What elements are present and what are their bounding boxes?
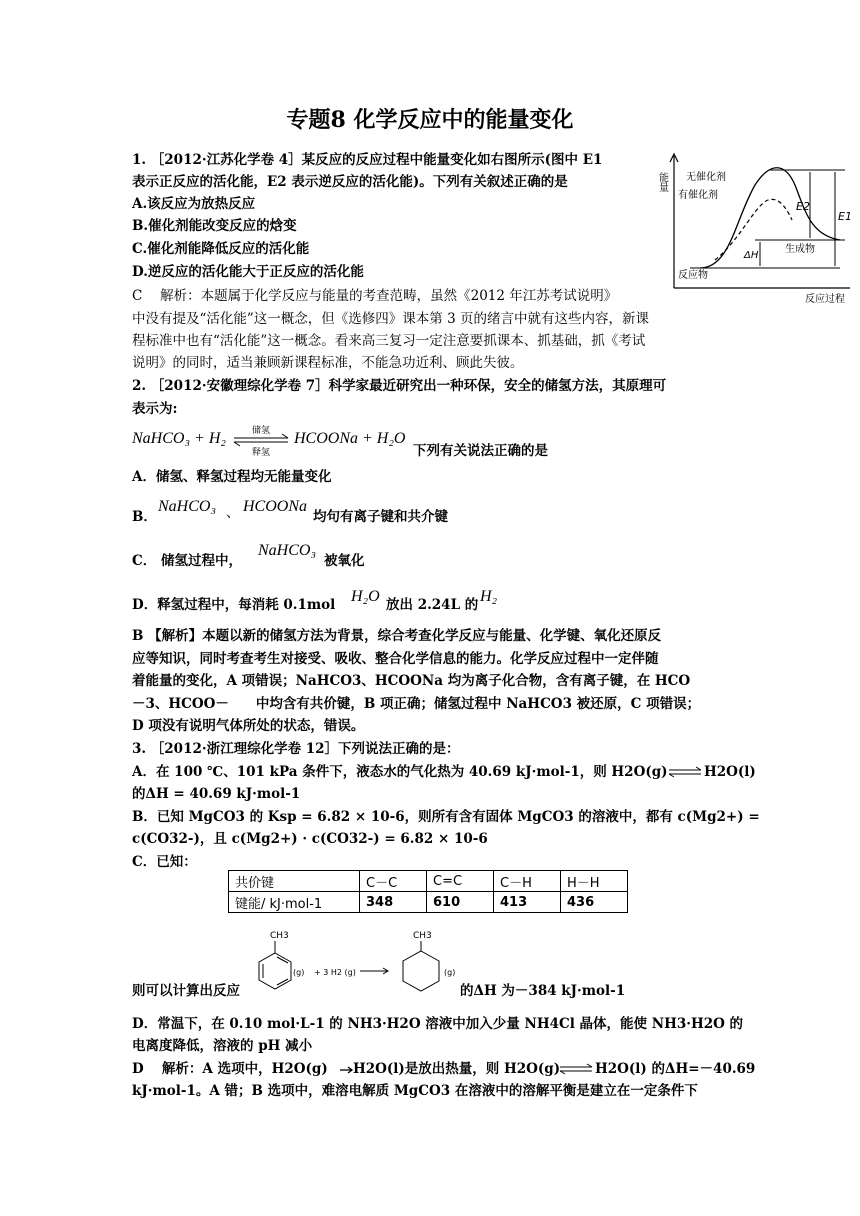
equilibrium-arrow [559,1061,593,1077]
q1-option-c: C.催化剂能降低反应的活化能 [132,241,310,257]
q1-answer-line4: 说明》的同时，适当兼顾新课程标准，不能急功近利、顾此失彼。 [132,355,524,371]
q3-reaction-prefix: 则可以计算出反应 [132,983,240,999]
q3-option-d-line1: D．常温下，在 0.10 mol·L-1 的 NH3·H2O 溶液中加入少量 NH4Cl 晶体，能使 NH3·H2O 的 [132,1016,744,1032]
table-header: C=C [427,871,494,892]
arrow-top-label: 储氢 [252,426,271,436]
q3-option-c: C．已知： [132,854,197,870]
reaction-scheme [248,925,460,1001]
delta-h-label: ΔH [744,250,759,261]
q3-answer-prefix: D 解析：A 选项中，H2O(g) [132,1061,328,1077]
catalyst-label: 有催化剂 [678,190,718,201]
q2-answer-line2: 应等知识，同时考查考生对接受、吸收、整合化学信息的能力。化学反应过程中一定伴随 [132,651,659,667]
q3-answer-line2: kJ·mol-1。A 错；B 选项中，难溶电解质 MgCO3 在溶液中的溶解平衡是建立在一定条件下 [132,1083,698,1099]
gas-label-2: (g) [444,968,456,977]
q2-stem-line1: 2. ［2012·安徽理综化学卷 7］科学家最近研究出一种环保，安全的储氢方法，其原理可 [132,378,667,394]
q2-option-b-formula2: HCOONa [243,498,308,515]
q3-reaction-suffix: 的ΔH 为－384 kJ·mol-1 [460,983,626,999]
q2-option-b-formula1: NaHCO₃ [158,498,217,515]
q3-answer-post: H2O(l) 的ΔH=－40.69 [595,1061,756,1077]
no-catalyst-label: 无催化剂 [686,172,726,183]
q2-option-a: A．储氢、释氢过程均无能量变化 [132,469,332,485]
right-arrow-icon [339,1064,353,1076]
q3-option-b-line1: B．已知 MgCO3 的 Ksp = 6.82 × 10-6，则所有含有固体 MgCO3 的溶液中，都有 c(Mg2+) = [132,809,760,825]
q3-option-b-line2: c(CO32-)，且 c(Mg2+) · c(CO32-) = 6.82 × 10-6 [132,831,488,847]
ch3-label-1: CH3 [270,931,289,941]
plus-hydrogen-label: + 3 H2 (g) [314,968,356,977]
q2-equation-right: HCOONa + H₂O [294,430,406,447]
q2-answer-line5: D 项没有说明气体所处的状态，错误。 [132,718,365,734]
table-cell: 436 [561,892,628,913]
table-header: 共价键 [229,871,360,892]
q2-option-b-text: 均句有离子键和共介键 [313,509,448,525]
q3-answer-mid: H2O(l)是放出热量，则 H2O(g) [353,1061,561,1077]
cyclohexane-ring [403,951,439,991]
q1-option-a: A.该反应为放热反应 [132,196,256,212]
q2-option-b-sep: 、 [226,505,240,521]
q2-equation-left: NaHCO₃ + H₂ [132,430,226,447]
q3-option-a-line1: A．在 100 ℃、101 kPa 条件下，液态水的气化热为 40.69 kJ·mol-1，则 H2O(g) [132,764,668,780]
q1-answer-line3: 程标准中也有“活化能”这一概念。看来高三复习一定注意要抓课本、抓基础，抓《考试 [132,333,646,349]
q1-answer-line2: 中没有提及“活化能”这一概念，但《选修四》课本第 3 页的绪言中就有这些内容，新课 [132,311,649,327]
y-axis-label: 能量 [656,172,668,192]
q2-stem-line2: 表示为: [132,401,178,417]
q2-option-c-formula: NaHCO₃ [258,542,317,559]
table-cell: 348 [360,892,427,913]
bond-energy-table [228,870,628,913]
table-row [229,892,628,913]
arrow-bottom-label: 释氢 [252,448,271,458]
q2-option-c-prefix: C． 储氢过程中， [132,553,242,569]
q2-answer-line1: B 【解析】本题以新的储氢方法为背景，综合考查化学反应与能量、化学键、氧化还原反 [132,628,662,644]
equilibrium-arrow [668,764,702,780]
benzene-ring [259,953,291,989]
table-header: C－C [360,871,427,892]
table-cell: 610 [427,892,494,913]
table-cell: 键能/ kJ·mol-1 [229,892,360,913]
q3-option-a-product: H2O(l) [704,764,756,780]
q2-option-d-formula1: H₂O [351,588,380,605]
q2-option-d-mid: 放出 2.24L 的 [386,597,479,613]
q3-option-d-line2: 电离度降低，溶液的 pH 减小 [132,1038,313,1054]
q2-answer-line3: 着能量的变化，A 项错误；NaHCO3、HCOONa 均为离子化合物，含有离子键，在 HCO [132,673,691,689]
reversible-arrow [232,424,292,458]
q1-stem-line1: 1. ［2012·江苏化学卷 4］某反应的反应过程中能量变化如右图所示(图中 E1 [132,152,603,168]
gas-label-1: (g) [293,968,305,977]
q2-option-d-prefix: D．释氢过程中，每消耗 0.1mol [132,597,336,613]
q1-option-d: D.逆反应的活化能大于正反应的活化能 [132,264,364,280]
q1-stem-line2: 表示正反应的活化能，E2 表示逆反应的活化能)。下列有关叙述正确的是 [132,174,568,190]
q3-option-a-line2: 的ΔH = 40.69 kJ·mol-1 [132,786,301,802]
q2-option-b-prefix: B． [132,509,157,525]
q2-option-d-formula2: H₂ [480,588,498,605]
ch3-label-2: CH3 [413,931,432,941]
reactant-label: 反应物 [678,270,708,281]
q3-stem: 3. ［2012·浙江理综化学卷 12］下列说法正确的是： [132,741,460,757]
energy-profile-diagram [656,150,855,308]
x-axis-label: 反应过程 [805,294,845,305]
table-cell: 413 [494,892,561,913]
e2-label: E2 [796,200,810,213]
e1-label: E1 [838,210,852,223]
q2-option-c-text: 被氧化 [324,553,365,569]
q1-option-b: B.催化剂能改变反应的焓变 [132,218,297,234]
q2-equation-tail: 下列有关说法正确的是 [413,443,548,459]
table-row [229,871,628,892]
page-title: 专题8 化学反应中的能量变化 [286,107,574,133]
q2-answer-line4: －3、HCOO－ 中均含有共价键，B 项正确；储氢过程中 NaHCO3 被还原，C 项错误； [132,696,701,712]
table-header: C－H [494,871,561,892]
table-header: H－H [561,871,628,892]
product-label: 生成物 [785,244,815,255]
q1-answer-line1: C 解析：本题属于化学反应与能量的考查范畴，虽然《2012 年江苏考试说明》 [132,288,618,304]
